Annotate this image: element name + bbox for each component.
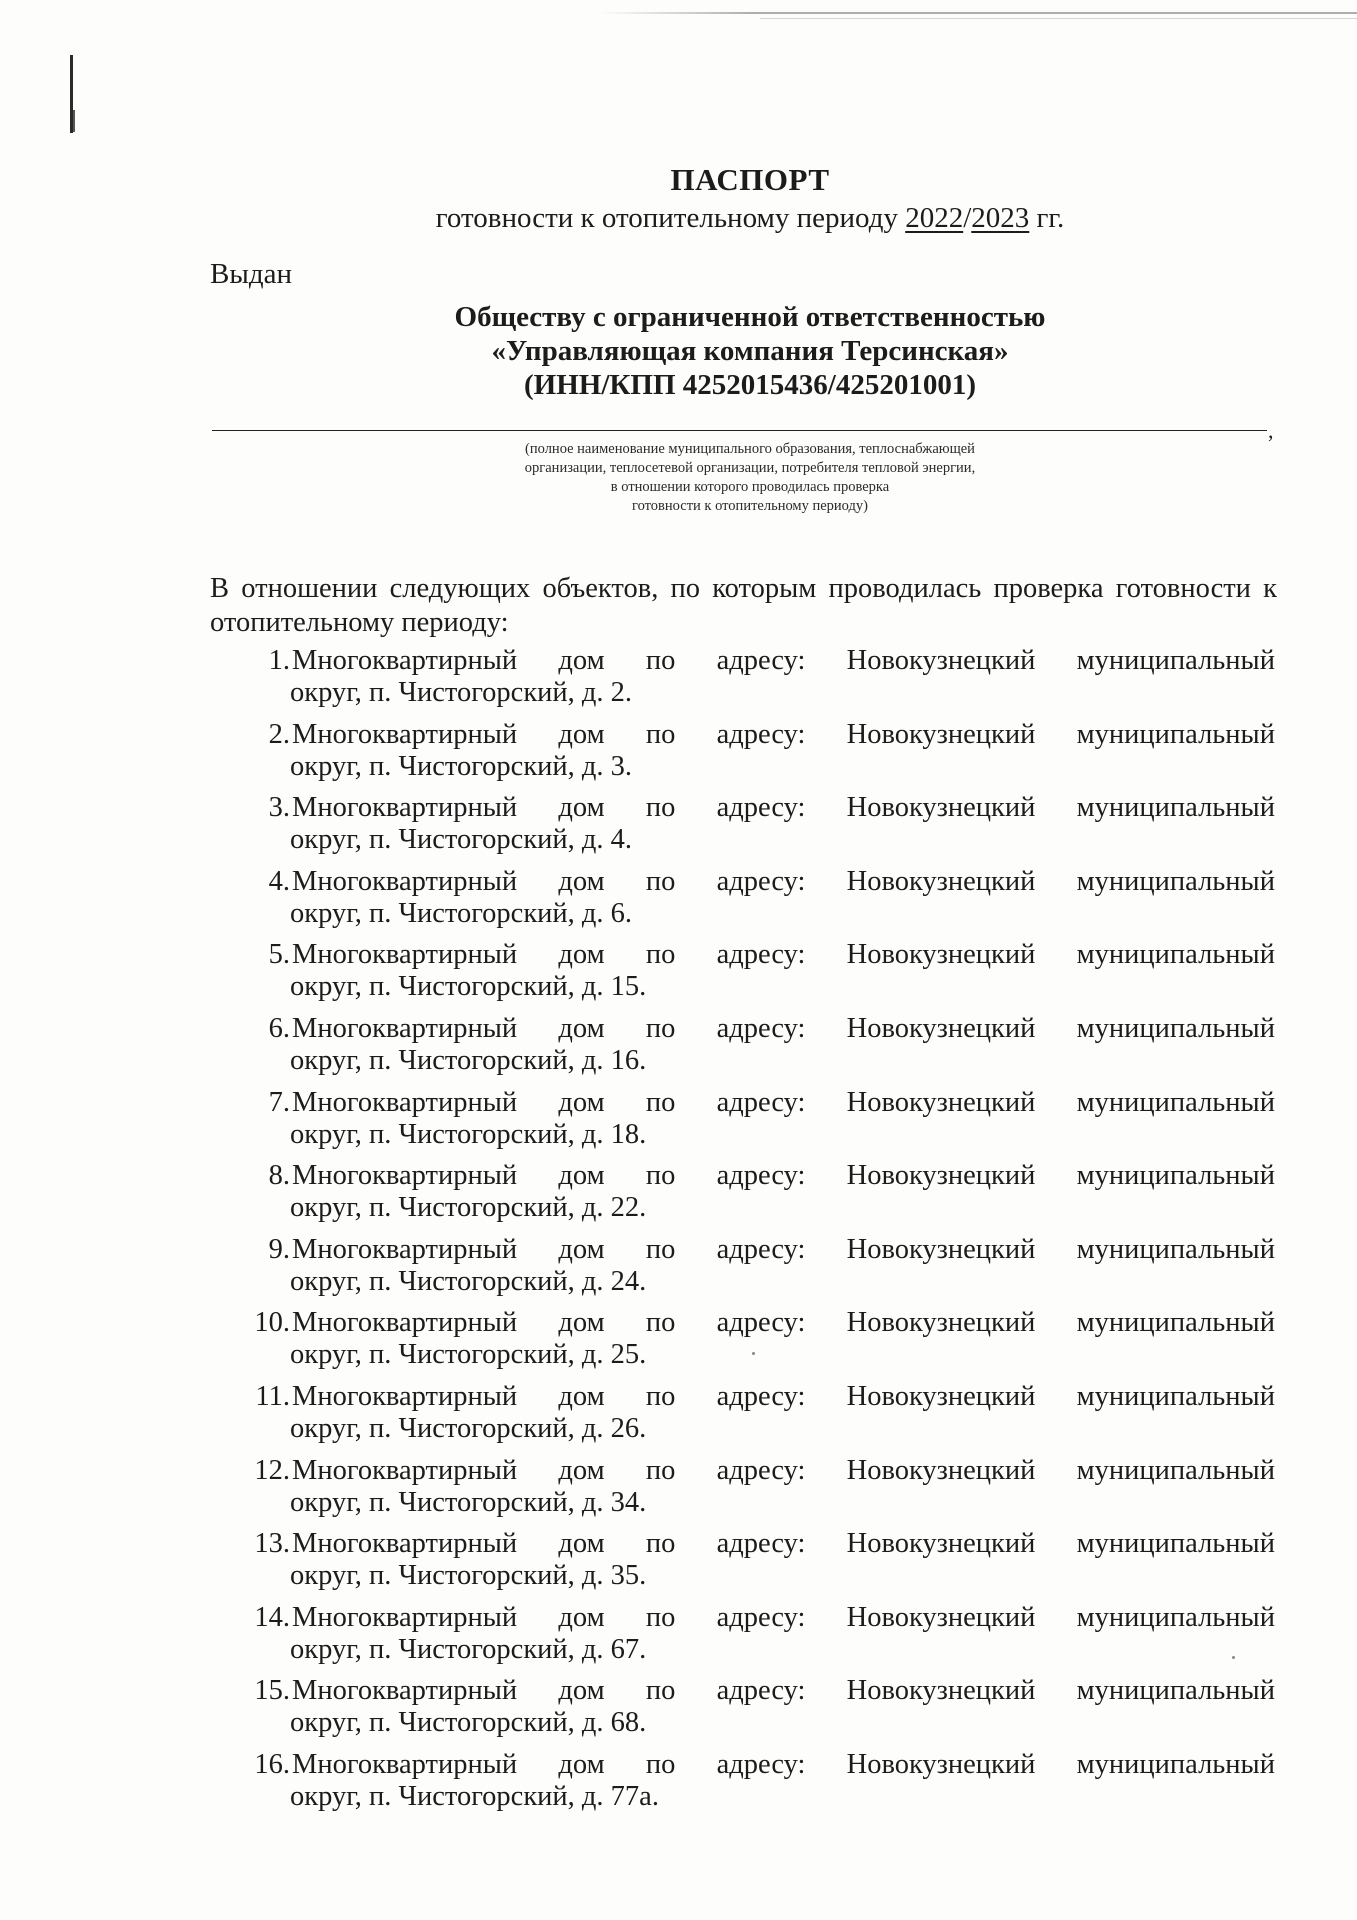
list-item-first-line [292, 1159, 1275, 1193]
list-item-word: по [645, 865, 676, 897]
list-item-word: дом [558, 1748, 605, 1780]
list-item-word: по [645, 1528, 676, 1560]
list-item-address: округ, п. Чистогорский, д. 24. [290, 1265, 647, 1297]
list-item [0, 1380, 1357, 1454]
list-item-word: муниципальный [1076, 1601, 1275, 1633]
list-item-word: Новокузнецкий [846, 1233, 1036, 1265]
list-item-word: Многоквартирный [292, 1748, 518, 1780]
list-item-word: адресу: [716, 1528, 806, 1560]
list-item-first-line [292, 1086, 1275, 1120]
list-item-number: 13. [254, 1528, 290, 1560]
intro-paragraph: В отношении следующих объектов, по которым проводилась проверка готовности к отопительному периоду: [210, 573, 1277, 638]
list-item-first-line [292, 1012, 1275, 1046]
list-item-word: по [645, 718, 676, 750]
list-item-number: 6. [268, 1012, 290, 1044]
field-caption [0, 440, 1357, 516]
document-title: ПАСПОРТ [670, 162, 830, 197]
list-item [0, 1233, 1357, 1307]
list-item-word: по [645, 1307, 676, 1339]
list-item-word: дом [558, 1675, 605, 1707]
list-item-number: 11. [255, 1380, 290, 1412]
list-item-number: 12. [254, 1454, 290, 1486]
list-item-address: округ, п. Чистогорский, д. 6. [290, 897, 633, 929]
list-item-word: муниципальный [1076, 1233, 1275, 1265]
list-item-first-line [292, 644, 1275, 678]
list-item-word: по [645, 1380, 676, 1412]
list-item-word: Многоквартирный [292, 718, 518, 750]
list-item-word: дом [558, 792, 605, 824]
list-item-address: округ, п. Чистогорский, д. 77а. [290, 1780, 659, 1812]
list-item-first-line [292, 791, 1275, 825]
underline-comma: , [1268, 418, 1274, 443]
list-item-word: муниципальный [1076, 1528, 1275, 1560]
list-item-word: муниципальный [1076, 1012, 1275, 1044]
list-item-address: округ, п. Чистогорский, д. 67. [290, 1633, 647, 1665]
list-item [0, 1601, 1357, 1675]
list-item-word: Многоквартирный [292, 1380, 518, 1412]
list-item-word: дом [558, 1012, 605, 1044]
list-item-word: дом [558, 1454, 605, 1486]
list-item [0, 1159, 1357, 1233]
list-item-number: 1. [268, 645, 290, 676]
list-item-word: адресу: [716, 1454, 806, 1486]
list-item-word: Новокузнецкий [846, 1675, 1036, 1707]
scan-speck [752, 1352, 755, 1355]
list-item-first-line [292, 1380, 1275, 1414]
list-item-word: адресу: [716, 1748, 806, 1780]
list-item-word: адресу: [716, 645, 806, 676]
list-item-address: округ, п. Чистогорский, д. 4. [290, 824, 633, 856]
list-item-word: муниципальный [1076, 718, 1275, 750]
list-item-number: 16. [254, 1748, 290, 1780]
list-item-word: дом [558, 718, 605, 750]
list-item-number: 9. [268, 1233, 290, 1265]
list-item-word: Новокузнецкий [846, 1380, 1036, 1412]
list-item [0, 1748, 1357, 1822]
list-item-address: округ, п. Чистогорский, д. 2. [290, 677, 633, 708]
list-item-word: Новокузнецкий [846, 792, 1036, 824]
list-item-first-line [292, 1454, 1275, 1488]
list-item-word: адресу: [716, 865, 806, 897]
signature-underline [212, 430, 1267, 431]
caption-line: (полное наименование муниципального образования, теплоснабжающей [525, 441, 975, 457]
list-item-word: адресу: [716, 792, 806, 824]
list-item-first-line [292, 1601, 1275, 1635]
list-item-first-line [292, 1674, 1275, 1708]
list-item [0, 791, 1357, 865]
list-item-word: муниципальный [1076, 792, 1275, 824]
list-item-address: округ, п. Чистогорский, д. 22. [290, 1192, 647, 1224]
scan-edge-line [600, 12, 1357, 14]
list-item-word: дом [558, 1160, 605, 1192]
subtitle-prefix: готовности к отопительному периоду [435, 202, 906, 234]
list-item-word: Новокузнецкий [846, 645, 1036, 676]
list-item-address: округ, п. Чистогорский, д. 34. [290, 1486, 647, 1518]
list-item-word: по [645, 1675, 676, 1707]
list-item-number: 8. [268, 1160, 290, 1192]
list-item-number: 14. [254, 1601, 290, 1633]
list-item-word: дом [558, 1233, 605, 1265]
list-item-word: Многоквартирный [292, 1528, 518, 1560]
list-item-word: муниципальный [1076, 1748, 1275, 1780]
list-item-word: муниципальный [1076, 645, 1275, 676]
list-item-word: по [645, 1160, 676, 1192]
list-item-word: Новокузнецкий [846, 1601, 1036, 1633]
list-item-address: округ, п. Чистогорский, д. 16. [290, 1044, 647, 1076]
list-item-first-line [292, 1233, 1275, 1267]
list-item-address: округ, п. Чистогорский, д. 68. [290, 1707, 647, 1739]
list-item-number: 5. [268, 939, 290, 971]
list-item-address: округ, п. Чистогорский, д. 3. [290, 750, 633, 782]
list-item-first-line [292, 938, 1275, 972]
list-item-word: Многоквартирный [292, 1233, 518, 1265]
scan-speck [1232, 1656, 1235, 1659]
list-item-word: Новокузнецкий [846, 1454, 1036, 1486]
list-item-word: Многоквартирный [292, 792, 518, 824]
list-item-word: Многоквартирный [292, 645, 518, 676]
list-item-word: по [645, 939, 676, 971]
document-subtitle [0, 202, 1357, 235]
list-item-word: муниципальный [1076, 1307, 1275, 1339]
objects-list [0, 644, 1357, 1822]
list-item-word: дом [558, 865, 605, 897]
list-item-word: Новокузнецкий [846, 718, 1036, 750]
list-item-word: адресу: [716, 718, 806, 750]
list-item-word: муниципальный [1076, 939, 1275, 971]
list-item-word: Многоквартирный [292, 1675, 518, 1707]
subtitle-year-separator: / [963, 202, 972, 234]
list-item-first-line [292, 865, 1275, 899]
list-item-word: по [645, 1748, 676, 1780]
list-item-word: муниципальный [1076, 1160, 1275, 1192]
list-item-word: дом [558, 1601, 605, 1633]
list-item-word: Новокузнецкий [846, 1160, 1036, 1192]
list-item-address: округ, п. Чистогорский, д. 25. [290, 1339, 647, 1371]
list-item-word: адресу: [716, 1012, 806, 1044]
list-item-word: адресу: [716, 1601, 806, 1633]
organization-name [0, 300, 1357, 402]
list-item-first-line [292, 1306, 1275, 1340]
list-item-number: 10. [254, 1307, 290, 1339]
list-item-first-line [292, 718, 1275, 752]
list-item-word: муниципальный [1076, 865, 1275, 897]
list-item-address: округ, п. Чистогорский, д. 35. [290, 1560, 647, 1592]
list-item-word: Новокузнецкий [846, 1528, 1036, 1560]
list-item-word: адресу: [716, 1086, 806, 1118]
list-item-word: дом [558, 1528, 605, 1560]
list-item-word: Новокузнецкий [846, 1748, 1036, 1780]
caption-line: готовности к отопительному периоду) [632, 498, 868, 514]
list-item-number: 3. [268, 792, 290, 824]
list-item-word: адресу: [716, 1307, 806, 1339]
list-item [0, 938, 1357, 1012]
list-item-word: адресу: [716, 1675, 806, 1707]
list-item-word: дом [558, 645, 605, 676]
list-item-word: Многоквартирный [292, 1454, 518, 1486]
list-item-word: адресу: [716, 1380, 806, 1412]
list-item-word: дом [558, 1307, 605, 1339]
list-item-word: муниципальный [1076, 1380, 1275, 1412]
scan-edge-line-secondary [760, 18, 1357, 19]
list-item-word: Многоквартирный [292, 1601, 518, 1633]
list-item-word: по [645, 1012, 676, 1044]
subtitle-year-end: 2023 [971, 202, 1030, 234]
list-item-first-line [292, 1527, 1275, 1561]
subtitle-suffix: гг. [1029, 202, 1065, 234]
list-item-word: дом [558, 1086, 605, 1118]
scan-punch-mark-secondary [73, 110, 75, 132]
list-item-address: округ, п. Чистогорский, д. 26. [290, 1412, 647, 1444]
list-item-address: округ, п. Чистогорский, д. 15. [290, 971, 647, 1003]
caption-line: организации, теплосетевой организации, потребителя тепловой энергии, [524, 460, 976, 476]
list-item [0, 865, 1357, 939]
list-item-number: 7. [268, 1086, 290, 1118]
list-item-word: Многоквартирный [292, 1160, 518, 1192]
list-item [0, 644, 1357, 718]
list-item [0, 718, 1357, 792]
list-item-number: 15. [254, 1675, 290, 1707]
list-item [0, 1527, 1357, 1601]
list-item-word: по [645, 1601, 676, 1633]
list-item-word: Многоквартирный [292, 1307, 518, 1339]
list-item-word: по [645, 1233, 676, 1265]
list-item [0, 1454, 1357, 1528]
organization-line: «Управляющая компания Терсинская» [491, 335, 1009, 367]
list-item-number: 2. [268, 718, 290, 750]
list-item-word: дом [558, 939, 605, 971]
subtitle-year-start: 2022 [905, 202, 964, 234]
list-item-word: Многоквартирный [292, 865, 518, 897]
list-item-word: Многоквартирный [292, 1012, 518, 1044]
list-item-word: Новокузнецкий [846, 939, 1036, 971]
list-item [0, 1086, 1357, 1160]
list-item-word: Новокузнецкий [846, 1012, 1036, 1044]
organization-line: (ИНН/КПП 4252015436/425201001) [524, 369, 976, 401]
list-item-word: адресу: [716, 1233, 806, 1265]
list-item-word: по [645, 1086, 676, 1118]
list-item [0, 1674, 1357, 1748]
list-item-word: по [645, 1454, 676, 1486]
list-item-word: адресу: [716, 939, 806, 971]
organization-line: Обществу с ограниченной ответственностью [454, 301, 1046, 333]
list-item-word: муниципальный [1076, 1086, 1275, 1118]
list-item-word: по [645, 792, 676, 824]
list-item-word: Многоквартирный [292, 1086, 518, 1118]
list-item-word: дом [558, 1380, 605, 1412]
list-item-word: адресу: [716, 1160, 806, 1192]
list-item-address: округ, п. Чистогорский, д. 18. [290, 1118, 647, 1150]
list-item-word: по [645, 645, 676, 676]
list-item [0, 1012, 1357, 1086]
list-item-word: Новокузнецкий [846, 865, 1036, 897]
list-item-word: Многоквартирный [292, 939, 518, 971]
list-item-word: Новокузнецкий [846, 1086, 1036, 1118]
issued-label: Выдан [210, 258, 292, 290]
list-item [0, 1306, 1357, 1380]
list-item-word: муниципальный [1076, 1454, 1275, 1486]
list-item-word: Новокузнецкий [846, 1307, 1036, 1339]
list-item-number: 4. [268, 865, 290, 897]
list-item-first-line [292, 1748, 1275, 1782]
caption-line: в отношении которого проводилась проверка [610, 479, 890, 495]
list-item-word: муниципальный [1076, 1675, 1275, 1707]
